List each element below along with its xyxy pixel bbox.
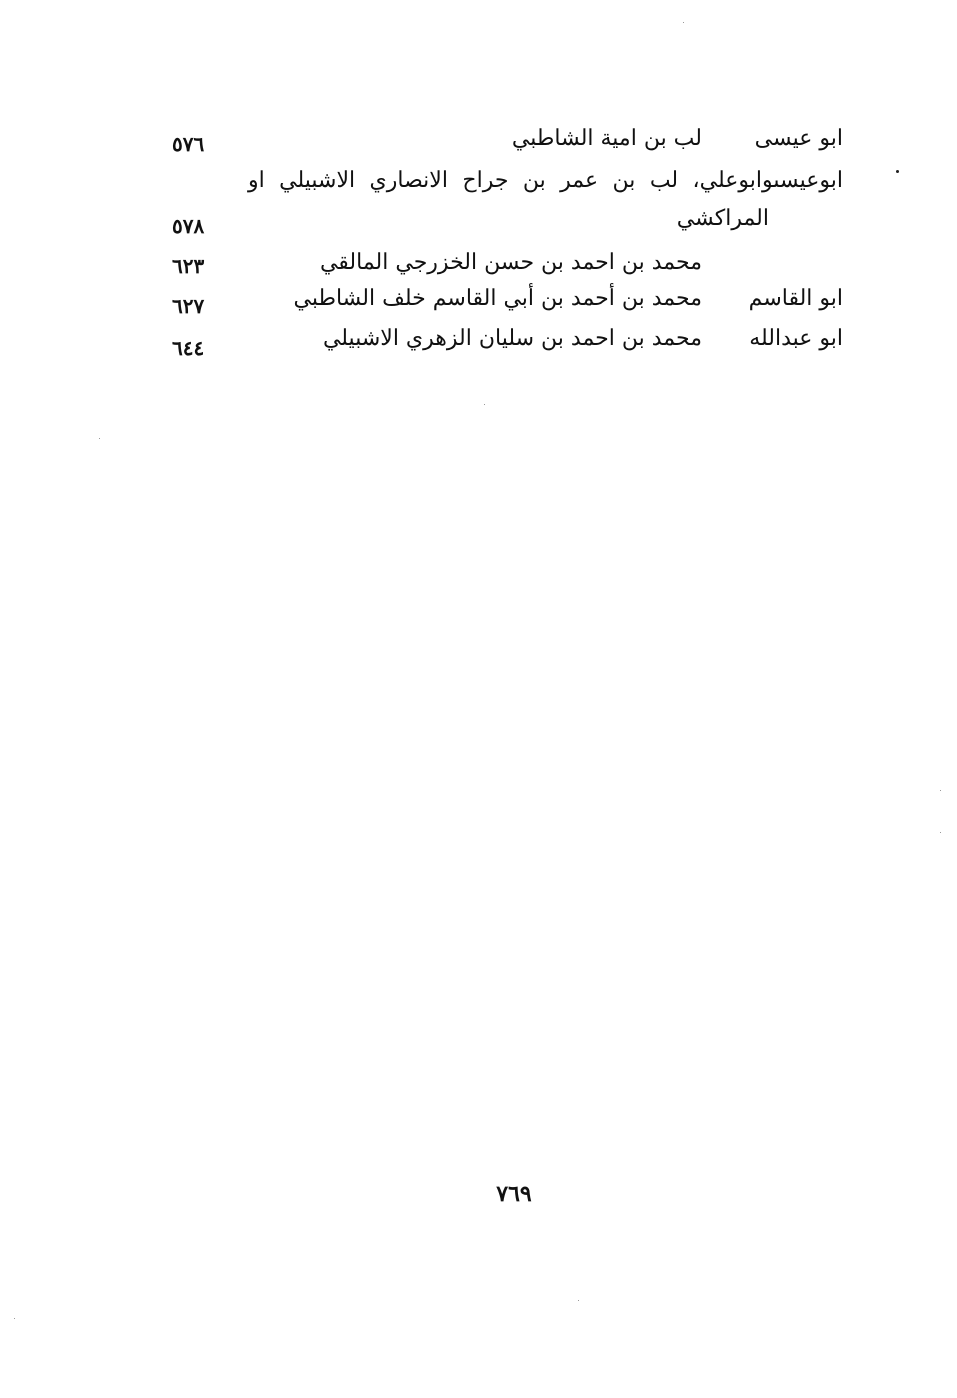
entry-kunya: ابو القاسم: [748, 286, 843, 311]
entry-page-ref: ٥٧٨: [172, 214, 205, 238]
scan-speck: [484, 404, 485, 405]
entry-kunya: ابو عبدالله: [749, 326, 843, 351]
scan-speck: [940, 790, 941, 791]
entry-name: لب بن امية الشاطبي: [511, 126, 702, 151]
scan-speck: [578, 1300, 579, 1301]
scan-speck: [99, 438, 100, 439]
entry-page-ref: ٦٤٤: [172, 336, 205, 360]
scan-speck: [896, 170, 899, 173]
entry-page-ref: ٦٢٧: [172, 294, 205, 318]
entry-name-continuation: المراكشي: [676, 206, 769, 231]
scan-speck: [683, 22, 684, 23]
entry-name: محمد بن أحمد بن أبي القاسم خلف الشاطبي: [293, 286, 702, 311]
scan-speck: [14, 1318, 15, 1319]
entry-kunya-and-name: ابوعيسىوابوعلي، لب بن عمر بن جراح الانصاري الاشبيلي او: [248, 168, 843, 193]
entry-page-ref: ٥٧٦: [172, 132, 205, 156]
page-number: ٧٦٩: [496, 1181, 532, 1207]
entry-name: محمد بن احمد بن حسن الخزرجي المالقي: [319, 250, 702, 275]
entry-name: محمد بن احمد بن سليان الزهري الاشبيلي: [322, 326, 702, 351]
scan-speck: [940, 832, 941, 833]
entry-page-ref: ٦٢٣: [172, 254, 205, 278]
entry-kunya: ابو عيسى: [754, 126, 843, 151]
